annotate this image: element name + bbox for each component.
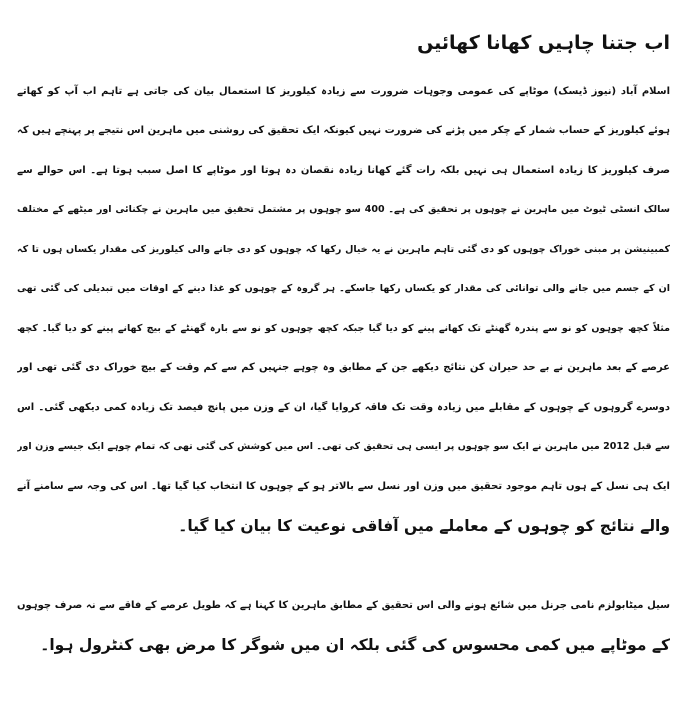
paragraph-line: صرف کیلوریز کا زیادہ استعمال ہی نہیں بلکہ رات گئے کھانا زیادہ نقصان دہ ہوتا اور موٹاپے کا اصل سبب ہوتا ہے۔ اس حوالے سے bbox=[17, 165, 670, 176]
paragraph-line: کمبینیشن پر مبنی خوراک چوہوں کو دی گئی تاہم ماہرین نے یہ خیال رکھا کہ چوہوں کو دی جانے والی کیلوریز کی مقدار یکساں ہوں تا کہ bbox=[17, 244, 670, 255]
paragraph-line: دوسرے گروہوں کے چوہوں کے مقابلے میں زیادہ وقت تک فاقہ کروایا گیا، ان کے وزن میں پانچ فیصد تک زیادہ کمی دیکھی گئی۔ اس bbox=[17, 402, 670, 413]
paragraph-line: کے موٹاپے میں کمی محسوس کی گئی بلکہ ان میں شوگر کا مرض بھی کنٹرول ہوا۔ bbox=[40, 636, 670, 654]
paragraph-line: عرصے کے بعد ماہرین نے بے حد حیران کن نتائج دیکھے جن کے مطابق وہ چوہے جنہیں کم سے کم وقت کے بیچ خوراک دی گئی تھی اور bbox=[17, 362, 670, 373]
paragraph-line: سیل میٹابولزم نامی جرنل میں شائع ہونے والی اس تحقیق کے مطابق ماہرین کا کہنا ہے کہ طویل عرصے کے فاقے سے نہ صرف چوہوں bbox=[17, 600, 670, 611]
paragraph-line: ہوئے کیلوریز کے حساب شمار کے چکر میں پڑنے کی ضرورت نہیں کیونکہ ایک تحقیق کی روشنی میں ماہرین اس نتیجے پر پہنچے ہیں کہ bbox=[17, 125, 670, 136]
paragraph-line: مثلاً کچھ چوہوں کو نو سے پندرہ گھنٹے تک کھانے پینے کو دیا گیا جبکہ کچھ چوہوں کو نو سے بارہ گھنٹے کے بیچ کھانے پینے کو دیا گیا۔ کچھ bbox=[17, 323, 670, 334]
paragraph-line: ایک ہی نسل کے ہوں تاہم موجود تحقیق میں وزن اور نسل سے بالاتر ہو کے چوہوں کا انتخاب کیا گیا تھا۔ اس کی وجہ سے سامنے آنے bbox=[17, 481, 670, 492]
paragraph-line: اسلام آباد (نیوز ڈیسک) موٹاپے کی عمومی وجوہات ضرورت سے زیادہ کیلوریز کا استعمال بیان کی جاتی ہے تاہم اب آپ کو کھاتے bbox=[17, 86, 670, 97]
paragraph-line: سالک انسٹی ٹیوٹ میں ماہرین نے چوہوں پر تحقیق کی ہے۔ 400 سو چوہوں پر مشتمل تحقیق میں ماہرین نے چکنائی اور میٹھے کے مختلف bbox=[17, 204, 670, 215]
paragraph-line: ان کے جسم میں جانے والی توانائی کی مقدار کو یکساں رکھا جاسکے۔ ہر گروہ کے چوہوں کو غذا دینے کے اوقات میں تبدیلی کی گئی تھی bbox=[17, 283, 670, 294]
article-headline: اب جتنا چاہیں کھانا کھائیں bbox=[417, 32, 670, 54]
paragraph-line: والے نتائج کو چوہوں کے معاملے میں آفاقی نوعیت کا بیان کیا گیا۔ bbox=[178, 517, 670, 535]
paragraph-line: سے قبل 2012 میں ماہرین نے ایک سو چوہوں پر ایسی ہی تحقیق کی تھی۔ اس میں کوشش کی گئی تھی کہ تمام چوہے ایک جیسے وزن اور bbox=[17, 441, 670, 452]
